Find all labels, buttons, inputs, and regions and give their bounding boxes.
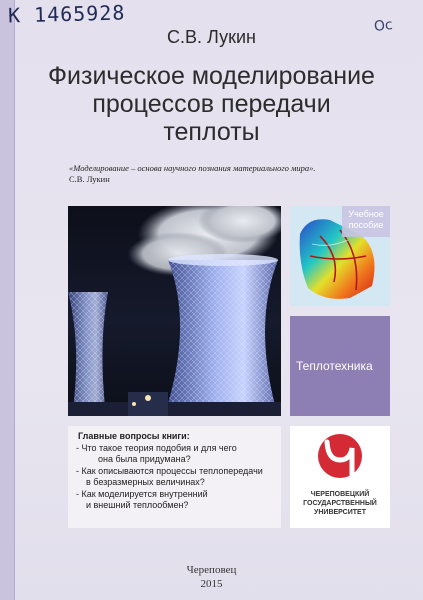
title-line: Физическое моделирование <box>48 62 375 90</box>
key-questions-panel <box>68 426 281 528</box>
questions-heading: Главные вопросы книги: <box>78 431 190 441</box>
publisher-name <box>290 490 390 517</box>
question-line: - Как описываются процессы теплопередачи <box>76 466 263 476</box>
title-line: процессов передачи <box>92 90 331 118</box>
epigraph-author: С.В. Лукин <box>69 174 110 184</box>
publication-year: 2015 <box>200 578 223 590</box>
publisher-line: УНИВЕРСИТЕТ <box>314 509 366 516</box>
question-item <box>76 466 276 488</box>
question-line: и внешний теплообмен? <box>86 500 189 510</box>
question-line: она была придумана? <box>98 454 191 464</box>
cooling-tower-illustration <box>68 206 281 416</box>
textbook-badge <box>342 206 390 237</box>
cooling-tower-photo <box>68 206 281 416</box>
questions-list <box>76 443 276 512</box>
cover-spine <box>0 0 15 600</box>
question-item <box>76 443 276 465</box>
subject-panel <box>290 316 390 416</box>
publisher-panel <box>290 426 390 528</box>
handwritten-mark: Oc <box>373 17 394 35</box>
publisher-line: ЧЕРЕПОВЕЦКИЙ <box>310 491 370 498</box>
publisher-line: ГОСУДАРСТВЕННЫЙ <box>303 500 377 507</box>
question-line: в безразмерных величинах? <box>86 477 205 487</box>
question-line: - Как моделируется внутренний <box>76 489 208 499</box>
question-item <box>76 489 276 511</box>
imprint <box>0 563 423 591</box>
badge-line: Учебное <box>348 209 384 219</box>
epigraph <box>69 163 369 185</box>
university-logo-icon <box>290 426 390 490</box>
subject-label: Теплотехника <box>296 359 373 373</box>
book-title <box>30 62 393 146</box>
epigraph-text: «Моделирование – основа научного познания материального мира». <box>69 163 316 173</box>
title-line: теплоты <box>163 118 260 146</box>
publication-city: Череповец <box>186 564 237 576</box>
question-line: - Что такое теория подобия и для чего <box>76 443 237 453</box>
heat-simulation-illustration <box>290 206 390 306</box>
author-name: С.В. Лукин <box>167 27 256 47</box>
inventory-number: K 1465928 <box>7 0 126 28</box>
badge-line: пособие <box>348 220 384 230</box>
